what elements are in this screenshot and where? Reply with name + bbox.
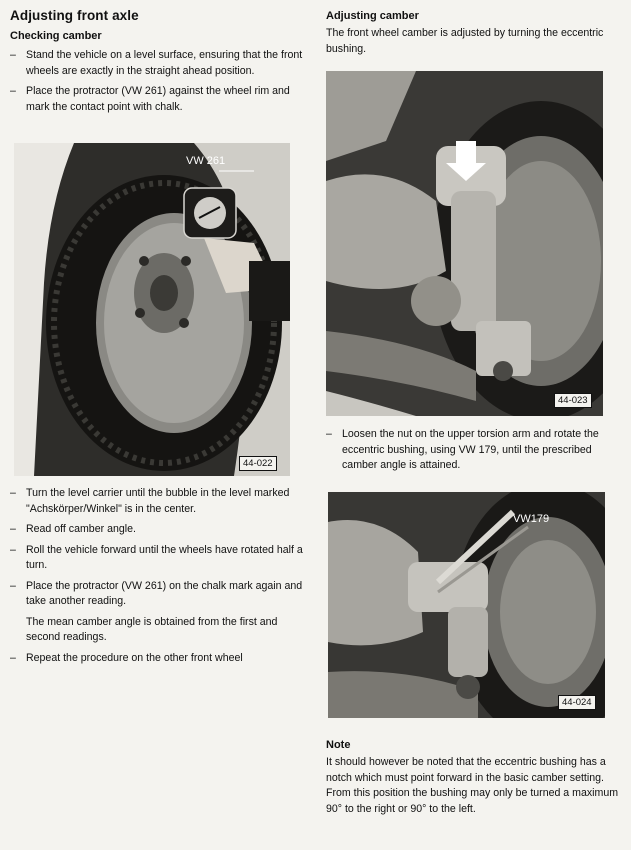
tool-label-vw179: VW179 — [513, 513, 550, 525]
subsection-title: Checking camber — [10, 30, 102, 42]
list-item: – Place the protractor (VW 261) on the chalk mark again and take another reading. — [10, 579, 303, 607]
list-item: – Repeat the procedure on the other front wheel — [10, 651, 243, 664]
note-title: Note — [326, 739, 351, 751]
mean-camber-text: The mean camber angle is obtained from the first and second readings. — [26, 615, 278, 643]
list-item: – Turn the level carrier until the bubble in the level marked "Achskörper/Winkel" is in the center. — [10, 487, 290, 515]
steps-top-list — [10, 48, 310, 115]
steps-last-list — [10, 651, 310, 667]
figure-number: 44-024 — [558, 695, 596, 710]
adjust-steps-list — [326, 427, 622, 474]
tool-photo-illustration — [328, 492, 605, 718]
list-item: – Place the protractor (VW 261) against the wheel rim and mark the contact point with chalk. — [10, 85, 290, 113]
right-column-step — [326, 427, 622, 479]
list-item: – Roll the vehicle forward until the wheels have rotated half a turn. — [10, 543, 303, 571]
right-column — [326, 10, 622, 57]
intro-text: The front wheel camber is adjusted by turning the eccentric bushing. — [326, 27, 604, 55]
list-item: – Read off camber angle. — [10, 523, 136, 535]
list-item: – Loosen the nut on the upper torsion arm and rotate the eccentric bushing, using VW 179, until the prescribed camber angle is attained. — [326, 428, 599, 471]
note-block — [326, 739, 622, 817]
figure-number: 44-023 — [554, 393, 592, 408]
list-item: – Stand the vehicle on a level surface, ensuring that the front wheels are exactly in the straight ahead position. — [10, 49, 303, 77]
figure-protractor-wheel — [14, 143, 290, 476]
left-column-lower — [10, 486, 310, 671]
tool-label-vw261: VW 261 — [186, 155, 226, 167]
figure-number: 44-022 — [239, 456, 277, 471]
section-title-right: Adjusting camber — [326, 10, 419, 22]
figure-vw179-tool — [328, 492, 605, 718]
steps-bottom-list — [10, 486, 310, 610]
left-column — [10, 8, 310, 120]
wheel-photo-illustration — [14, 143, 290, 476]
suspension-photo-illustration — [326, 71, 603, 416]
note-text: It should however be noted that the eccentric bushing has a notch which must point forward in the basic camber setting. From this position the bushing may only be turned a maximum 90° to the right or 90° to the left. — [326, 756, 619, 815]
section-title: Adjusting front axle — [10, 8, 139, 23]
figure-eccentric-bushing — [326, 71, 603, 416]
